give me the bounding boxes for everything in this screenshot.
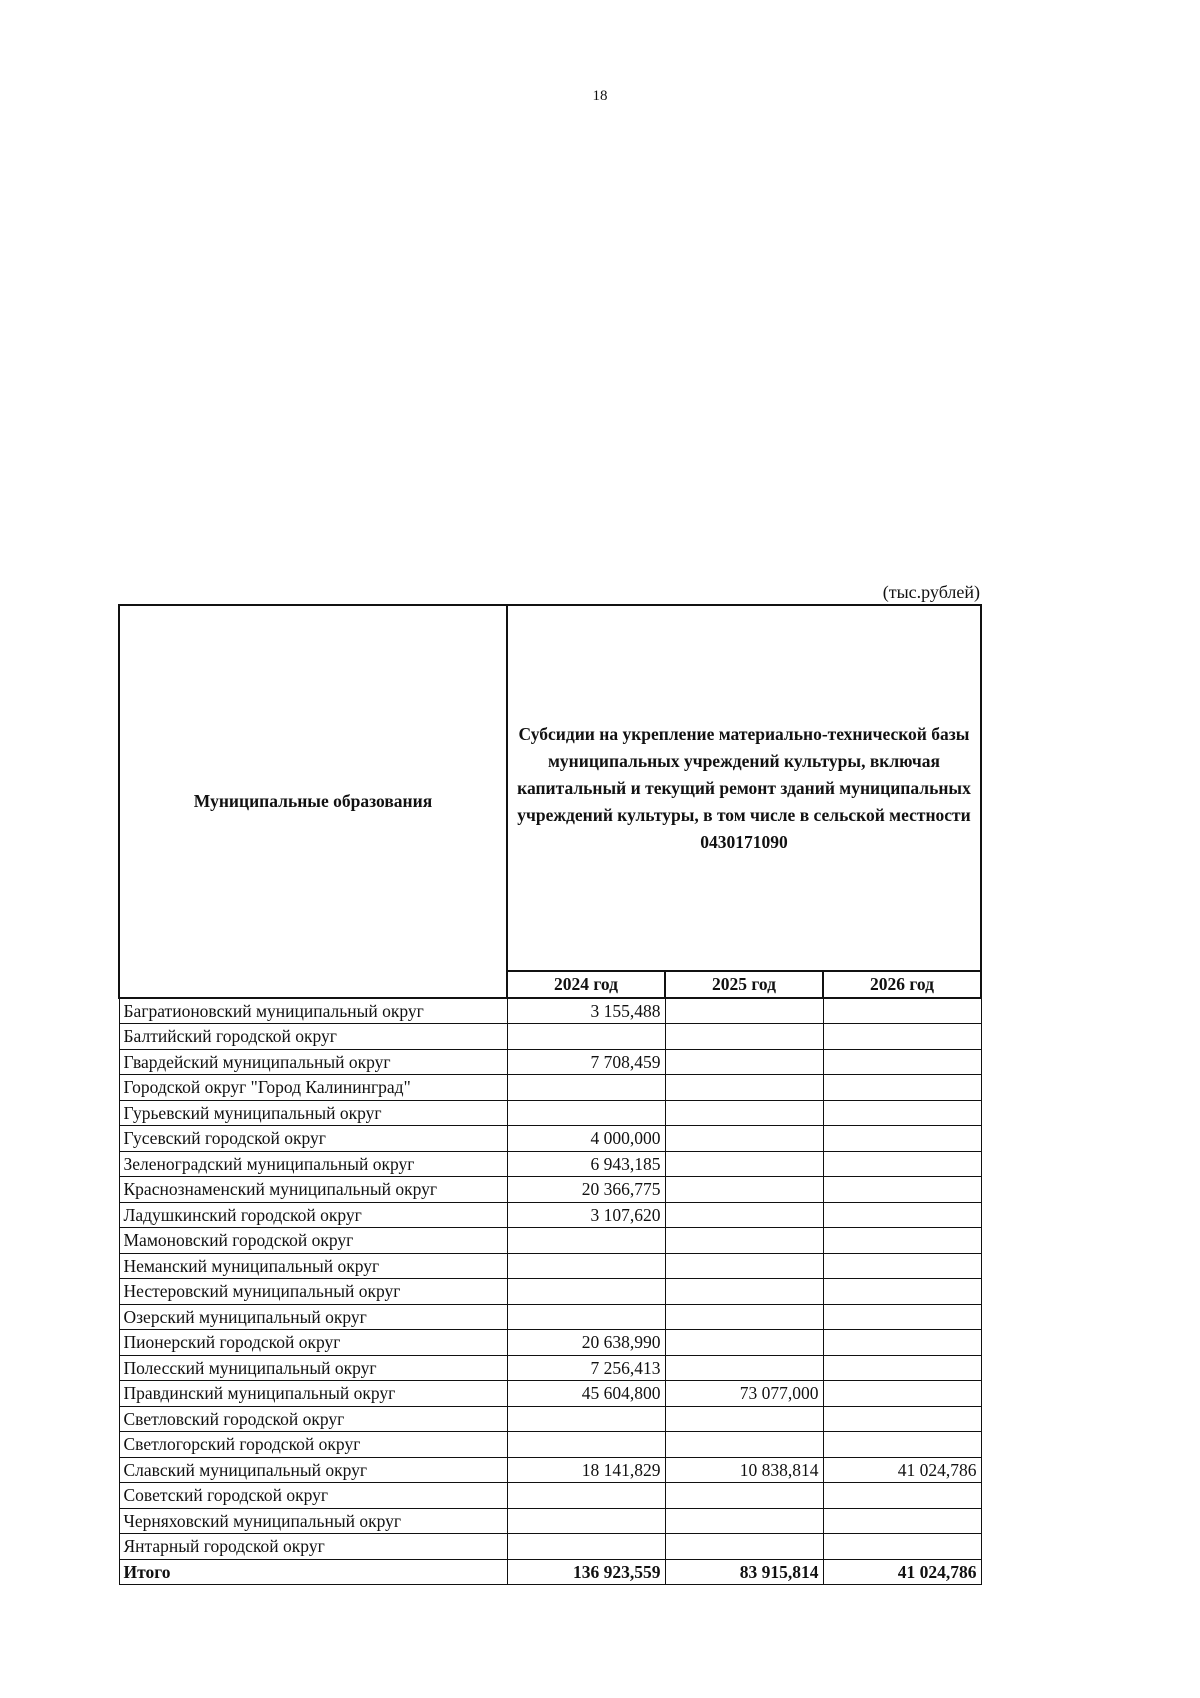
- value-2024: [507, 1075, 665, 1101]
- table-row: [119, 1126, 981, 1152]
- value-2025: [665, 1534, 823, 1560]
- value-2025: [665, 1126, 823, 1152]
- year-header-2026: 2026 год: [823, 971, 981, 998]
- page-number: 18: [592, 88, 608, 104]
- value-2024: [507, 1253, 665, 1279]
- value-2026: [823, 1355, 981, 1381]
- table-row: [119, 1330, 981, 1356]
- value-2024: [507, 1534, 665, 1560]
- total-2026: 41 024,786: [823, 1559, 981, 1585]
- value-2024: [507, 1100, 665, 1126]
- table-row: [119, 1406, 981, 1432]
- municipality-name: Светловский городской округ: [119, 1406, 507, 1432]
- value-2026: [823, 1049, 981, 1075]
- value-2026: [823, 1177, 981, 1203]
- total-2025: 83 915,814: [665, 1559, 823, 1585]
- municipality-name: Полесский муниципальный округ: [119, 1355, 507, 1381]
- table-row: [119, 1177, 981, 1203]
- value-2025: [665, 1406, 823, 1432]
- municipality-name: Зеленоградский муниципальный округ: [119, 1151, 507, 1177]
- value-2026: [823, 1024, 981, 1050]
- value-2026: [823, 1228, 981, 1254]
- value-2026: [823, 1483, 981, 1509]
- table-row: [119, 1151, 981, 1177]
- header-subsidy-title: Субсидии на укрепление материально-технической базы муниципальных учреждений культуры, включая капитальный и текущий ремонт зданий муниципальных учреждений культуры, в том числе в сельской местности: [517, 723, 971, 825]
- value-2025: [665, 1228, 823, 1254]
- municipality-name: Мамоновский городской округ: [119, 1228, 507, 1254]
- value-2025: [665, 1355, 823, 1381]
- value-2024: 20 366,775: [507, 1177, 665, 1203]
- total-2024: 136 923,559: [507, 1559, 665, 1585]
- value-2025: [665, 1483, 823, 1509]
- table-row: [119, 1483, 981, 1509]
- municipality-name: Янтарный городской округ: [119, 1534, 507, 1560]
- value-2026: [823, 1100, 981, 1126]
- value-2025: [665, 1202, 823, 1228]
- value-2025: [665, 1508, 823, 1534]
- table-row: [119, 1457, 981, 1483]
- year-header-2024: 2024 год: [507, 971, 665, 998]
- value-2025: 73 077,000: [665, 1381, 823, 1407]
- municipality-name: Озерский муниципальный округ: [119, 1304, 507, 1330]
- value-2026: [823, 1432, 981, 1458]
- value-2025: [665, 1432, 823, 1458]
- value-2026: [823, 1534, 981, 1560]
- value-2026: [823, 1381, 981, 1407]
- value-2025: 10 838,814: [665, 1457, 823, 1483]
- value-2024: [507, 1304, 665, 1330]
- municipality-name: Краснознаменский муниципальный округ: [119, 1177, 507, 1203]
- header-subsidy-code: 0430171090: [700, 831, 788, 852]
- table-row: [119, 1202, 981, 1228]
- value-2024: [507, 1024, 665, 1050]
- table-row: [119, 998, 981, 1024]
- value-2026: [823, 1508, 981, 1534]
- table-body: [119, 998, 981, 1560]
- value-2024: 6 943,185: [507, 1151, 665, 1177]
- municipality-name: Светлогорский городской округ: [119, 1432, 507, 1458]
- municipality-name: Ладушкинский городской округ: [119, 1202, 507, 1228]
- header-municipalities: Муниципальные образования: [119, 605, 507, 998]
- municipality-name: Пионерский городской округ: [119, 1330, 507, 1356]
- value-2026: [823, 998, 981, 1024]
- table-row: [119, 1304, 981, 1330]
- table-row: [119, 1279, 981, 1305]
- municipality-name: Неманский муниципальный округ: [119, 1253, 507, 1279]
- municipality-name: Нестеровский муниципальный округ: [119, 1279, 507, 1305]
- total-row: [119, 1559, 981, 1585]
- municipality-name: Черняховский муниципальный округ: [119, 1508, 507, 1534]
- header-subsidy: [507, 605, 981, 971]
- value-2024: [507, 1279, 665, 1305]
- value-2024: 18 141,829: [507, 1457, 665, 1483]
- table-row: [119, 1228, 981, 1254]
- value-2025: [665, 1304, 823, 1330]
- municipality-name: Гурьевский муниципальный округ: [119, 1100, 507, 1126]
- municipality-name: Славский муниципальный округ: [119, 1457, 507, 1483]
- value-2025: [665, 1049, 823, 1075]
- municipality-name: Багратионовский муниципальный округ: [119, 998, 507, 1024]
- value-2026: [823, 1406, 981, 1432]
- value-2024: 20 638,990: [507, 1330, 665, 1356]
- units-label: (тыс.рублей): [882, 582, 980, 602]
- table-row: [119, 1381, 981, 1407]
- value-2026: 41 024,786: [823, 1457, 981, 1483]
- table-row: [119, 1049, 981, 1075]
- municipality-name: Гусевский городской округ: [119, 1126, 507, 1152]
- value-2025: [665, 1177, 823, 1203]
- value-2024: 3 107,620: [507, 1202, 665, 1228]
- value-2024: 3 155,488: [507, 998, 665, 1024]
- municipality-name: Правдинский муниципальный округ: [119, 1381, 507, 1407]
- subsidy-table: [118, 604, 982, 1585]
- value-2025: [665, 1151, 823, 1177]
- table-row: [119, 1534, 981, 1560]
- municipality-name: Советский городской округ: [119, 1483, 507, 1509]
- table-row: [119, 1075, 981, 1101]
- value-2024: [507, 1406, 665, 1432]
- value-2026: [823, 1126, 981, 1152]
- table-row: [119, 1355, 981, 1381]
- table-row: [119, 1024, 981, 1050]
- value-2026: [823, 1202, 981, 1228]
- value-2025: [665, 1279, 823, 1305]
- value-2024: [507, 1508, 665, 1534]
- value-2025: [665, 1330, 823, 1356]
- table-row: [119, 1100, 981, 1126]
- total-label: Итого: [119, 1559, 507, 1585]
- municipality-name: Балтийский городской округ: [119, 1024, 507, 1050]
- value-2025: [665, 998, 823, 1024]
- value-2025: [665, 1253, 823, 1279]
- municipality-name: Городской округ "Город Калининград": [119, 1075, 507, 1101]
- value-2026: [823, 1253, 981, 1279]
- table-row: [119, 1508, 981, 1534]
- municipality-name: Гвардейский муниципальный округ: [119, 1049, 507, 1075]
- value-2024: 7 708,459: [507, 1049, 665, 1075]
- year-header-2025: 2025 год: [665, 971, 823, 998]
- value-2026: [823, 1151, 981, 1177]
- header-row: [119, 605, 981, 971]
- value-2024: 7 256,413: [507, 1355, 665, 1381]
- value-2024: 4 000,000: [507, 1126, 665, 1152]
- table-row: [119, 1432, 981, 1458]
- value-2026: [823, 1075, 981, 1101]
- value-2025: [665, 1100, 823, 1126]
- table-row: [119, 1253, 981, 1279]
- value-2024: 45 604,800: [507, 1381, 665, 1407]
- value-2025: [665, 1024, 823, 1050]
- value-2025: [665, 1075, 823, 1101]
- value-2026: [823, 1304, 981, 1330]
- value-2024: [507, 1228, 665, 1254]
- value-2024: [507, 1432, 665, 1458]
- value-2026: [823, 1330, 981, 1356]
- value-2024: [507, 1483, 665, 1509]
- value-2026: [823, 1279, 981, 1305]
